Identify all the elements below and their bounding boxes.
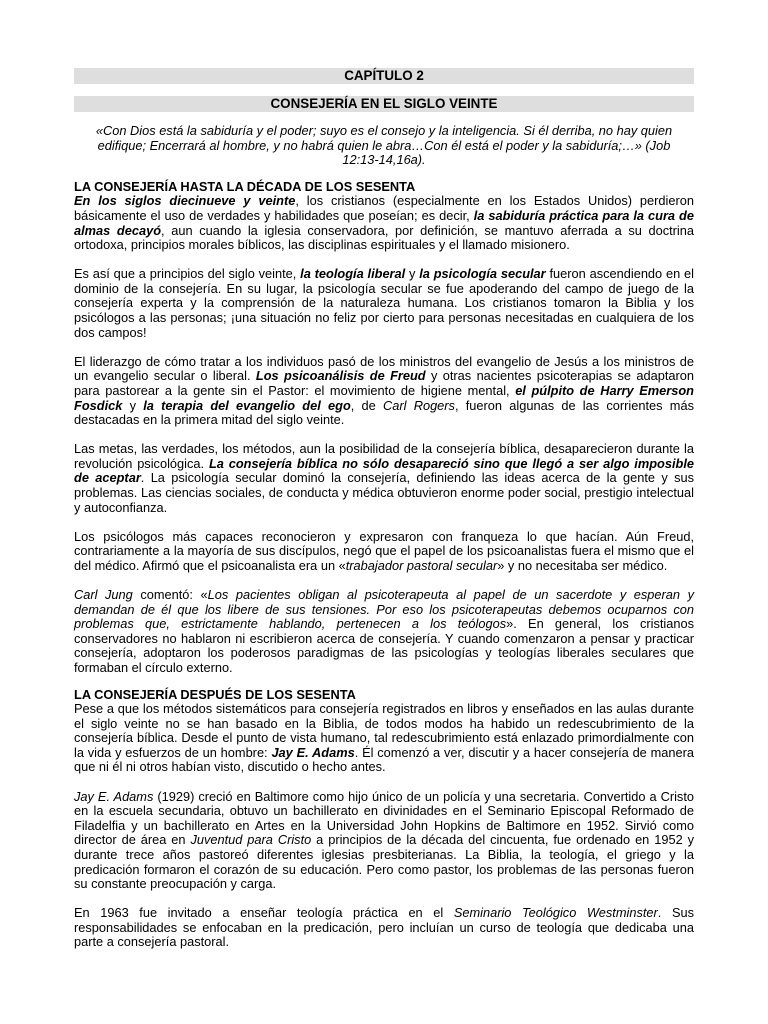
paragraph: Los psicólogos más capaces reconocieron y expresaron con franqueza lo que hacían. Aún Freud, contrariamente a la mayoría de sus discípulos, negó que el papel de los psicoanalistas fuera el mismo que el del médico. Afirmó que el psicoanalista era un «trabajador pastoral secular» y no necesitaba ser médico.: [74, 528, 694, 573]
emphasis: Los psicoanálisis de Freud: [255, 368, 426, 384]
chapter-number: CAPÍTULO 2: [74, 68, 694, 84]
page-content: [74, 68, 694, 950]
paragraph: Carl Jung comentó: «Los pacientes obligan al psicoterapeuta al papel de un sacerdote y esperan y demandan de él que los libere de sus tensiones. Por eso los psicoterapeutas debemos ocuparnos con problemas que, estrictamente hablando, pertenecen a los teólogos». En general, los cristianos conservadores no hablaron ni escribieron acerca de consejería. Y cuando comenzaron a pensar y practicar consejería, adoptaron los poderosos paradigmas de las psicologías y teologías liberales seculares que formaban el círculo externo.: [74, 586, 695, 675]
paragraph: En 1963 fue invitado a enseñar teología práctica en el Seminario Teológico Westminster. Sus responsabilidades se enfocaban en la predicación, pero incluían un curso de teología que dedicaba una parte a consejería pastoral.: [74, 905, 694, 950]
italic-name: Carl Jung: [74, 586, 133, 602]
emphasis: Jay E. Adams: [271, 744, 355, 760]
emphasis: el púlpito de Harry Emerson Fosdick: [74, 382, 694, 413]
italic-name: Juventud para Cristo: [190, 832, 312, 848]
italic-name: Carl Rogers: [383, 397, 455, 413]
emphasis: la psicología secular: [419, 266, 546, 282]
emphasis: la teología liberal: [300, 266, 406, 282]
emphasis: La consejería bíblica no sólo desapareció sino que llegó a ser algo imposible de aceptar: [74, 455, 695, 486]
epigraph: «Con Dios está la sabiduría y el poder; suyo es el consejo y la inteligencia. Si él derriba, no hay quien edifique; Encerrará al hombre, y no habrá quien le abra…Con él está el poder y la sabiduría;…» (Job 12:13-14,16a).: [95, 123, 673, 168]
paragraph: Las metas, las verdades, los métodos, aun la posibilidad de la consejería bíblica, desaparecieron durante la revolución psicológica. La consejería bíblica no sólo desapareció sino que llegó a ser algo imposible de aceptar. La psicología secular dominó la consejería, definiendo las ideas acerca de la gente y sus problemas. Las ciencias sociales, de conducta y médica obtuvieron enorme poder social, prestigio intelectual y autoconfianza.: [74, 441, 695, 515]
paragraph: En los siglos diecinueve y veinte, los cristianos (especialmente en los Estados Unidos) perdieron básicamente el uso de verdades y habilidades que poseían; es decir, la sabiduría práctica para la cura de almas decayó, aun cuando la iglesia conservadora, por definición, se mantuvo aferrada a su doctrina ortodoxa, principios morales bíblicos, las disciplinas espirituales y el llamado misionero.: [74, 193, 694, 253]
chapter-title: CONSEJERÍA EN EL SIGLO VEINTE: [74, 96, 694, 112]
paragraph: Jay E. Adams (1929) creció en Baltimore como hijo único de un policía y una secretaria. Convertido a Cristo en la escuela secundaria, obtuvo un bachillerato en divinidades en el Seminario Episcopal Reformado de Filadelfia y un bachillerato en Artes en la Universidad John Hopkins de Baltimore en 1952. Sirvió como director de área en Juventud para Cristo a principios de la década del cincuenta, fue ordenado en 1952 y durante trece años pastoreó diferentes iglesias presbiterianas. La Biblia, la teología, el griego y la predicación formaron el corazón de su educación. Pero como pastor, los problemas de las personas fueron su constante preocupación y carga.: [74, 788, 695, 892]
paragraph: Pese a que los métodos sistemáticos para consejería registrados en libros y enseñados en las aulas durante el siglo veinte no se han basado en la Biblia, de todos modos ha habido un redescubrimiento de la consejería bíblica. Desde el punto de vista humano, tal redescubrimiento está enlazado primordialmente con la vida y esfuerzos de un hombre: Jay E. Adams. Él comenzó a ver, discutir y a hacer consejería de manera que ni él ni otros habían visto, discutido o hecho antes.: [74, 701, 695, 775]
section-heading-2: LA CONSEJERÍA DESPUÉS DE LOS SESENTA: [74, 686, 356, 702]
italic-quote: Los pacientes obligan al psicoterapeuta al papel de un sacerdote y esperan y demandan de él que los libere de sus tensiones. Por eso los psicoterapeutas debemos ocuparnos con problemas que, estrictamente hablando, pertenecen a los teólogos: [74, 586, 694, 632]
paragraph: El liderazgo de cómo tratar a los individuos pasó de los ministros del evangelio de Jesús a los ministros de un evangelio secular o liberal. Los psicoanálisis de Freud y otras nacientes psicoterapias se adaptaron para pastorear a la gente sin el Pastor: el movimiento de higiene mental, el púlpito de Harry Emerson Fosdick y la terapia del evangelio del ego, de Carl Rogers, fueron algunas de las corrientes más destacadas en la primera mitad del siglo veinte.: [74, 353, 694, 428]
section-heading-1: LA CONSEJERÍA HASTA LA DÉCADA DE LOS SESENTA: [74, 178, 416, 194]
italic-name: Seminario Teológico Westminster: [453, 905, 658, 921]
italic-name: Jay E. Adams: [74, 788, 154, 804]
italic-quote: trabajador pastoral secular: [345, 557, 498, 573]
paragraph: Es así que a principios del siglo veinte, la teología liberal y la psicología secular fueron ascendiendo en el dominio de la consejería. En su lugar, la psicología secular se fue apoderando del campo de juego de la consejería experta y la comprensión de la naturaleza humana. Los cristianos tomaron la Biblia y los psicólogos a las personas; ¡una situación no feliz por cierto para personas necesitadas en cualquiera de los dos campos!: [74, 266, 694, 340]
emphasis: En los siglos diecinueve y veinte: [74, 193, 296, 209]
emphasis: la sabiduría práctica para la cura de almas decayó: [74, 207, 694, 238]
emphasis: la terapia del evangelio del ego: [143, 397, 351, 413]
